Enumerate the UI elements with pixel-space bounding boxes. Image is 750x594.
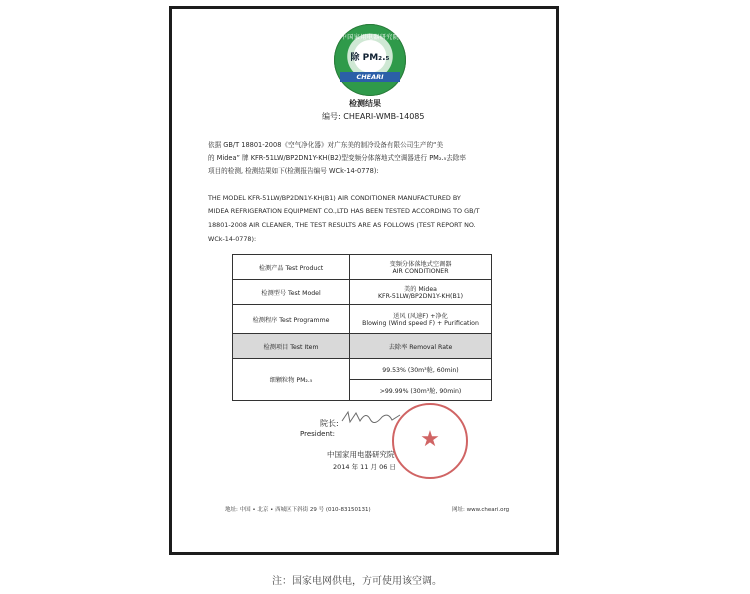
logo-band-text: CHEARI [340, 72, 400, 82]
row-value: 去除率 Removal Rate [350, 334, 492, 359]
institute-name: 中国家用电器研究院 [327, 450, 395, 459]
footer-website: 网址: www.cheari.org [452, 507, 510, 513]
logo-center-text: 除 PM₂.₅ [350, 53, 390, 63]
cn-paragraph-line: 的 Midea” 牌 KFR-51LW/BP2DN1Y-KH(B2)型变频分体落地式空调器进行 PM₂.₅去除率 [208, 154, 467, 162]
table-row [233, 334, 492, 359]
row-value [350, 255, 492, 280]
row-label: 检测产品 Test Product [233, 255, 350, 280]
cn-paragraph-line: 依据 GB/T 18801-2008《空气净化器》对广东美的制冷设备有限公司生产的“美 [208, 141, 444, 149]
document-number: 编号: CHEARI-WMB-14085 [322, 112, 425, 121]
row-label: 检测程序 Test Programme [233, 305, 350, 334]
row-value [350, 305, 492, 334]
en-paragraph-line: MIDEA REFRIGERATION EQUIPMENT CO.,LTD HAS BEEN TESTED ACCORDING TO GB/T [208, 207, 480, 215]
issue-date: 2014 年 11 月 06 日 [333, 463, 396, 471]
table-row [233, 305, 492, 334]
footer-address: 地址: 中国 • 北京 • 西城区下斜街 29 号 (010-83150131) [225, 507, 371, 513]
row-value-cn: 美的 Midea [404, 286, 437, 293]
official-seal [392, 403, 468, 479]
row-label: 检测型号 Test Model [233, 280, 350, 305]
image-caption: 注：国家电网供电，方可使用该空调。 [272, 576, 442, 587]
cheari-logo [334, 24, 406, 96]
en-paragraph-line: WCk-14-0778): [208, 235, 257, 243]
row-label: 检测项目 Test Item [233, 334, 350, 359]
seal-star-icon: ★ [420, 427, 440, 452]
table-row [233, 280, 492, 305]
pm-result-90min: >99.99% (30m³舱, 90min) [350, 380, 492, 401]
row-value-en: AIR CONDITIONER [392, 268, 449, 275]
row-value [350, 280, 492, 305]
president-label-en: President: [300, 430, 336, 438]
row-value-en: KFR-51LW/BP2DN1Y-KH(B1) [377, 293, 464, 300]
pm-label: 细颗粒物 PM₂.₅ [233, 359, 350, 401]
en-paragraph-line: 18801-2008 AIR CLEANER, THE TEST RESULTS ARE AS FOLLOWS (TEST REPORT NO. [208, 221, 476, 229]
table-row [233, 359, 492, 380]
test-results-table [232, 254, 492, 401]
cn-paragraph-line: 项目的检测, 检测结果如下(检测报告编号 WCk-14-0778): [208, 167, 379, 175]
pm-result-60min: 99.53% (30m³舱, 60min) [350, 359, 492, 380]
row-value-en: Blowing (Wind speed F) + Purification [362, 320, 479, 327]
document-title: 检测结果 [349, 99, 381, 108]
row-value-cn: 送风 (风速F) +净化 [393, 313, 448, 320]
en-paragraph-line: THE MODEL KFR-51LW/BP2DN1Y-KH(B1) AIR CONDITIONER MANUFACTURED BY [208, 194, 461, 202]
row-value-cn: 变频分体落地式空调器 [389, 261, 452, 268]
table-row [233, 255, 492, 280]
signature-image [340, 409, 404, 425]
president-label-cn: 院长: [320, 419, 339, 428]
logo-ring-text: 中国家用电器研究院 [340, 34, 400, 41]
